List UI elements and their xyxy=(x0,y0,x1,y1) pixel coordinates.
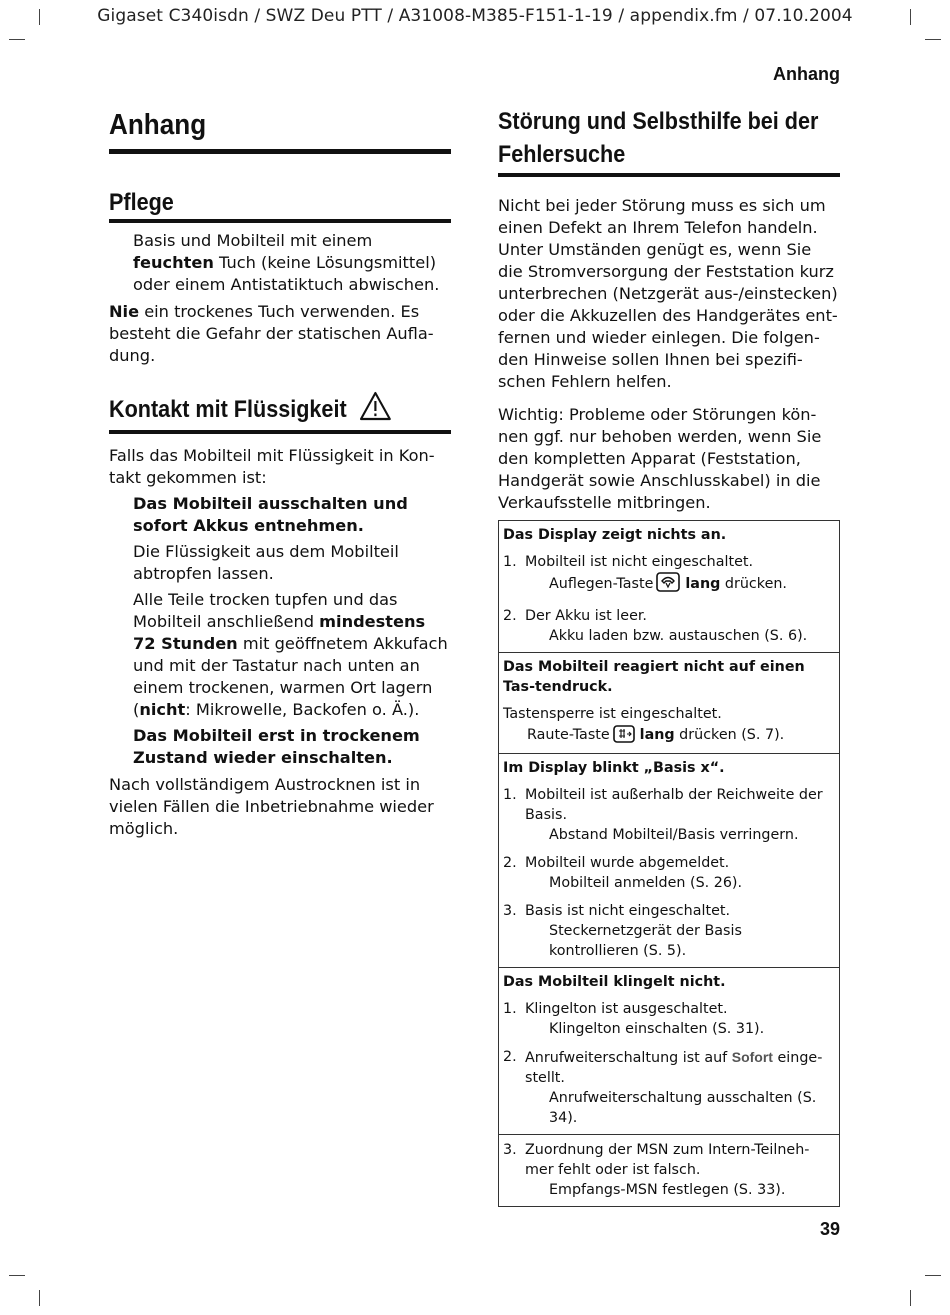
trouble-title: Das Mobilteil klingelt nicht. xyxy=(503,974,726,990)
trouble-title: Das Mobilteil reagiert nicht auf einen Tas-tendruck. xyxy=(503,659,805,695)
crop-mark-top-right-horizontal xyxy=(925,39,941,40)
troubleshooting-important-note: Wichtig: Probleme oder Störungen kön-nen ggf. nur behoben werden, wenn Sie den kompletten Apparat (Feststation, Handgerät sowie Anschlusskabel) in die Verkaufsstelle mitbringen. xyxy=(498,405,822,512)
trouble-item: 2. Anrufweiterschaltung ist auf Sofort einge-stellt. Anrufweiterschaltung ausschalten (S. 34). xyxy=(503,1049,823,1126)
kontakt-step-4: Das Mobilteil erst in trockenem Zustand wieder einschalten. xyxy=(133,726,420,767)
crop-mark-top-right-vertical xyxy=(910,9,911,25)
trouble-item: 3. Zuordnung der MSN zum Intern-Teilneh-mer fehlt oder ist falsch. Empfangs-MSN festlegen (S. 33). xyxy=(503,1142,810,1198)
trouble-section-keypress: Das Mobilteil reagiert nicht auf einen Tas-tendruck. Tastensperre ist eingeschaltet. Raute-Taste lang drücken (S. 7). xyxy=(499,653,839,754)
page-number: 39 xyxy=(819,1219,840,1239)
crop-mark-bottom-left-horizontal xyxy=(9,1275,25,1276)
kontakt-step-3: Alle Teile trocken tupfen und das Mobilteil anschließend mindestens 72 Stunden mit geöffnetem Akkufach und mit der Tastatur nach unten an einem trockenen, warmen Ort lagern (nicht: Mikrowelle, Backofen o. Ä.). xyxy=(133,590,448,719)
kontakt-intro: Falls das Mobilteil mit Flüssigkeit in Kon-takt gekommen ist: xyxy=(109,446,435,487)
troubleshooting-title: Störung und Selbsthilfe bei der Fehlersuche xyxy=(498,108,819,168)
crop-mark-bottom-left-vertical xyxy=(39,1290,40,1306)
kontakt-heading: Kontakt mit Flüssigkeit xyxy=(109,391,417,430)
kontakt-step-1: Das Mobilteil ausschalten und sofort Akkus entnehmen. xyxy=(133,494,408,535)
trouble-section-msn xyxy=(499,1135,839,1206)
troubleshooting-table xyxy=(498,520,840,1207)
trouble-item: 1. Mobilteil ist nicht eingeschaltet. Auflegen-Taste lang drücken. xyxy=(503,552,833,598)
trouble-item: 3. Basis ist nicht eingeschaltet. Steckernetzgerät der Basis kontrollieren (S. 5). xyxy=(503,903,742,959)
crop-mark-top-left-horizontal xyxy=(9,39,25,40)
pflege-paragraph-1: Basis und Mobilteil mit einem feuchten Tuch (keine Lösungsmittel) oder einem Antistatiktuch abwischen. xyxy=(133,231,440,294)
trouble-title: Im Display blinkt „Basis x“. xyxy=(503,760,725,776)
document-meta-header: Gigaset C340isdn / SWZ Deu PTT / A31008-M385-F151-1-19 / appendix.fm / 07.10.2004 xyxy=(97,6,853,26)
pflege-heading: Pflege xyxy=(109,189,174,216)
trouble-item: 2. Der Akku ist leer. Akku laden bzw. austauschen (S. 6). xyxy=(503,608,808,644)
crop-mark-bottom-right-vertical xyxy=(910,1290,911,1306)
trouble-title: Das Display zeigt nichts an. xyxy=(503,527,727,543)
crop-mark-top-left-vertical xyxy=(39,9,40,25)
trouble-item: 1. Klingelton ist ausgeschaltet. Klingelton einschalten (S. 31). xyxy=(503,1001,765,1037)
warning-triangle-icon xyxy=(359,391,391,430)
hash-key-icon xyxy=(613,725,635,749)
chapter-title: Anhang xyxy=(109,109,207,141)
hangup-key-icon xyxy=(656,572,680,598)
crop-mark-bottom-right-horizontal xyxy=(925,1275,941,1276)
right-column xyxy=(498,105,840,1207)
kontakt-step-2: Die Flüssigkeit aus dem Mobilteil abtropfen lassen. xyxy=(133,542,399,583)
trouble-section-display xyxy=(499,521,839,653)
running-title: Anhang xyxy=(773,64,840,84)
pflege-paragraph-2: Nie ein trockenes Tuch verwenden. Es besteht die Gefahr der statischen Aufla-dung. xyxy=(109,302,434,365)
kontakt-outro: Nach vollständigem Austrocknen ist in vielen Fällen die Inbetriebnahme wieder möglich. xyxy=(109,775,434,838)
display-text-sofort: Sofort xyxy=(731,1049,773,1065)
trouble-section-ringing xyxy=(499,968,839,1135)
troubleshooting-intro: Nicht bei jeder Störung muss es sich um einen Defekt an Ihrem Telefon handeln. Unter Umständen genügt es, wenn Sie die Stromversorgung der Feststation kurz unterbrechen (Netzgerät aus-/einstecken) oder die Akkuzellen des Handgerätes ent-fernen und wieder einlegen. Die folgen-den Hinweise sollen Ihnen bei spezifi-schen Fehlern helfen. xyxy=(498,196,838,391)
trouble-item: 2. Mobilteil wurde abgemeldet. Mobilteil anmelden (S. 26). xyxy=(503,855,743,891)
trouble-item: 1. Mobilteil ist außerhalb der Reichweite der Basis. Abstand Mobilteil/Basis verringern. xyxy=(503,787,823,843)
trouble-section-basis xyxy=(499,754,839,968)
left-column xyxy=(109,105,451,840)
